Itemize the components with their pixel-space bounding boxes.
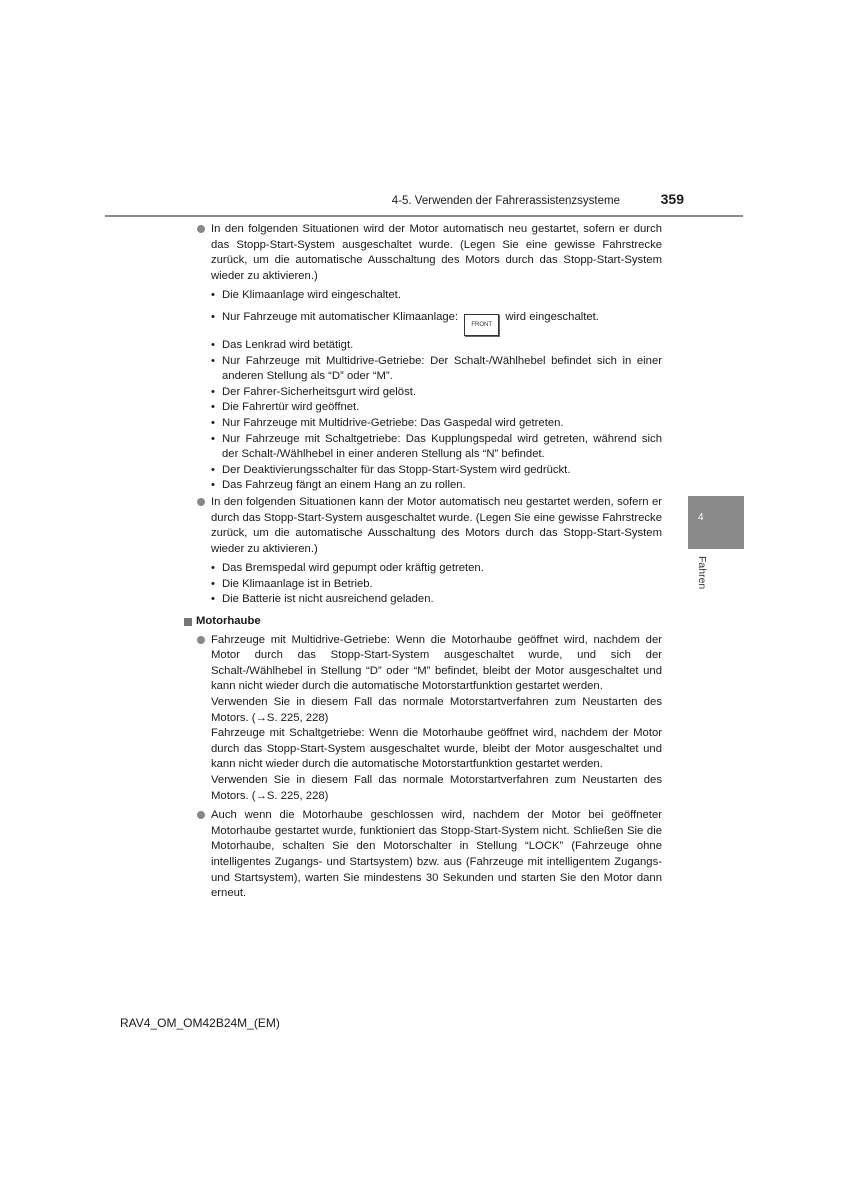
- paragraph-text: In den folgenden Situationen kann der Motor automatisch neu gestartet werden, sofern er durch das Stopp-Start-System ausgeschaltet wurde. (Legen Sie eine gewisse Fahrstrecke zurück, um die automatische Ausschaltung des Motors durch das Stopp-Start-System wieder zu aktivieren.): [211, 495, 662, 555]
- section-heading: [184, 614, 662, 630]
- chapter-label: Fahren: [696, 556, 708, 590]
- paragraph-text: Auch wenn die Motorhaube geschlossen wird, nachdem der Motor bei geöffneter Motorhaube gestartet wurde, funktioniert das Stopp-Start-System nicht. Schließen Sie die Motorhaube, schalten Sie den Motorschalter in Stellung “LOCK” (Fahrzeuge ohne intelligentes Zugangs- und Startsystem) bzw. aus (Fahrzeuge mit intelligentem Zugangs- und Startsystem), warten Sie mindestens 30 Sekunden und starten Sie den Motor dann erneut.: [211, 809, 662, 900]
- possible-restart-paragraph: [196, 495, 662, 557]
- paragraph-text: Fahrzeuge mit Multidrive-Getriebe: Wenn die Motorhaube geöffnet wird, nachdem der Motor durch das Stopp-Start-System ausgeschaltet wurde, und sich der Schalt-/Wählhebel in Stellung “D” oder “M” befindet, bleibt der Motor ausgeschaltet und kann nicht wieder durch die automatische Motorstartfunktion gestartet werden.: [211, 633, 662, 693]
- restart-conditions-list: [196, 288, 662, 494]
- hood-open-paragraph: [196, 633, 662, 805]
- icon-label: FRONT: [471, 321, 493, 328]
- header-rule: [105, 215, 743, 217]
- page-content: [196, 222, 662, 902]
- list-item: • Die Fahrertür wird geöffnet.: [211, 400, 662, 416]
- list-item: • Der Deaktivierungsschalter für das Stopp-Start-System wird gedrückt.: [211, 463, 662, 479]
- list-item: • Die Klimaanlage ist in Betrieb.: [211, 577, 662, 593]
- list-item: • Nur Fahrzeuge mit Multidrive-Getriebe: Das Gaspedal wird getreten.: [211, 416, 662, 432]
- list-item-text: Nur Fahrzeuge mit automatischer Klimaanlage:: [222, 310, 459, 323]
- chapter-tab: [688, 496, 744, 549]
- circle-bullet-icon: [197, 498, 205, 506]
- list-item-with-icon: [211, 310, 662, 336]
- list-item: • Die Klimaanlage wird eingeschaltet.: [211, 288, 662, 304]
- circle-bullet-icon: [197, 636, 205, 644]
- list-item: • Das Bremspedal wird gepumpt oder kräftig getreten.: [211, 561, 662, 577]
- section-header-title: 4-5. Verwenden der Fahrerassistenzsysteme: [391, 195, 620, 207]
- possible-restart-list: [196, 561, 662, 608]
- paragraph-text: Fahrzeuge mit Schaltgetriebe: Wenn die Motorhaube geöffnet wird, nachdem der Motor durch das Stopp-Start-System ausgeschaltet wurde, bleibt der Motor ausgeschaltet und kann nicht wieder durch die automatische Motorstartfunktion gestartet werden.: [211, 727, 662, 771]
- circle-bullet-icon: [197, 225, 205, 233]
- paragraph-text: Verwenden Sie in diesem Fall das normale Motorstartverfahren zum Neustarten des Motors. (→S. 225, 228): [211, 774, 662, 802]
- hood-closed-paragraph: [196, 808, 662, 902]
- list-item: • Die Batterie ist nicht ausreichend geladen.: [211, 592, 662, 608]
- document-code: RAV4_OM_OM42B24M_(EM): [120, 1016, 280, 1030]
- list-item: • Das Fahrzeug fängt an einem Hang an zu rollen.: [211, 478, 662, 494]
- list-item: • Nur Fahrzeuge mit Schaltgetriebe: Das Kupplungspedal wird getreten, während sich der Schalt-/Wählhebel in einer anderen Stellung als “N” befindet.: [211, 432, 662, 463]
- chapter-number: 4: [698, 512, 704, 523]
- paragraph-text: Verwenden Sie in diesem Fall das normale Motorstartverfahren zum Neustarten des Motors. (→S. 225, 228): [211, 696, 662, 724]
- list-item-text: wird eingeschaltet.: [505, 310, 599, 323]
- section-title: Motorhaube: [196, 615, 261, 628]
- list-item: • Das Lenkrad wird betätigt.: [211, 338, 662, 354]
- list-item: • Nur Fahrzeuge mit Multidrive-Getriebe: Der Schalt-/Wählhebel befindet sich in einer anderen Stellung als “D” oder “M”.: [211, 354, 662, 385]
- page-number: 359: [660, 191, 684, 207]
- paragraph-text: In den folgenden Situationen wird der Motor automatisch neu gestartet, sofern er durch das Stopp-Start-System ausgeschaltet wurde. (Legen Sie eine gewisse Fahrstrecke zurück, um die automatische Ausschaltung des Motors durch das Stopp-Start-System wieder zu aktivieren.): [211, 223, 662, 282]
- front-defogger-button-icon: [464, 314, 499, 336]
- square-bullet-icon: [184, 618, 192, 626]
- circle-bullet-icon: [197, 811, 205, 819]
- list-item: • Der Fahrer-Sicherheitsgurt wird gelöst.: [211, 385, 662, 401]
- restart-conditions-paragraph: [196, 222, 662, 284]
